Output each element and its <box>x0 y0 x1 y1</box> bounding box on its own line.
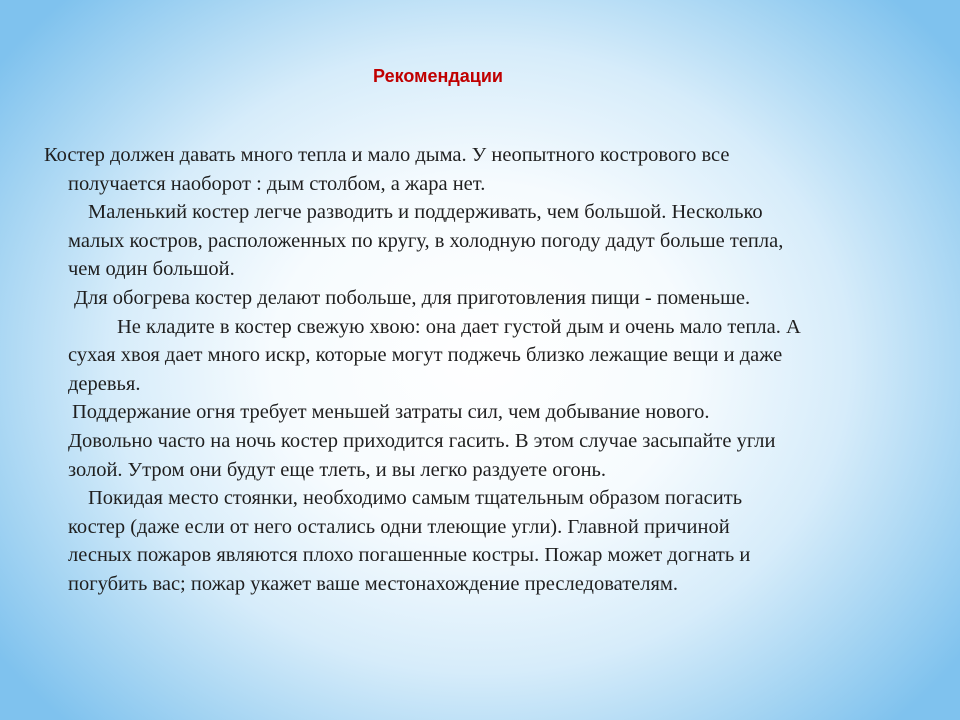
text-line: костер (даже если от него остались одни тлеющие угли). Главной причиной <box>68 515 730 538</box>
text-line: погубить вас; пожар укажет ваше местонахождение преследователям. <box>68 572 679 595</box>
text-line: Не кладите в костер свежую хвою: она дает густой дым и очень мало тепла. А <box>117 315 801 338</box>
text-line: Для обогрева костер делают побольше, для приготовления пищи - поменьше. <box>74 286 751 309</box>
text-line: Поддержание огня требует меньшей затраты сил, чем добывание нового. <box>72 401 710 424</box>
text-line: лесных пожаров являются плохо погашенные костры. Пожар может догнать и <box>68 544 751 567</box>
text-line: деревья. <box>68 372 141 395</box>
text-line: малых костров, расположенных по кругу, в холодную погоду дадут больше тепла, <box>68 229 784 252</box>
text-line: сухая хвоя дает много искр, которые могут поджечь близко лежащие вещи и даже <box>68 344 783 367</box>
slide-body-text <box>44 141 924 599</box>
text-line: золой. Утром они будут еще тлеть, и вы легко раздуете огонь. <box>68 458 607 481</box>
text-line: Костер должен давать много тепла и мало дыма. У неопытного кострового все <box>44 144 730 166</box>
text-line: Покидая место стоянки, необходимо самым тщательным образом погасить <box>88 487 743 510</box>
text-line: чем один большой. <box>68 258 235 281</box>
text-line: получается наоборот : дым столбом, а жара нет. <box>68 172 486 195</box>
text-line: Довольно часто на ночь костер приходится гасить. В этом случае засыпайте угли <box>68 429 776 452</box>
text-line: Маленький костер легче разводить и поддерживать, чем большой. Несколько <box>88 201 763 224</box>
slide-title: Рекомендации <box>373 66 503 86</box>
